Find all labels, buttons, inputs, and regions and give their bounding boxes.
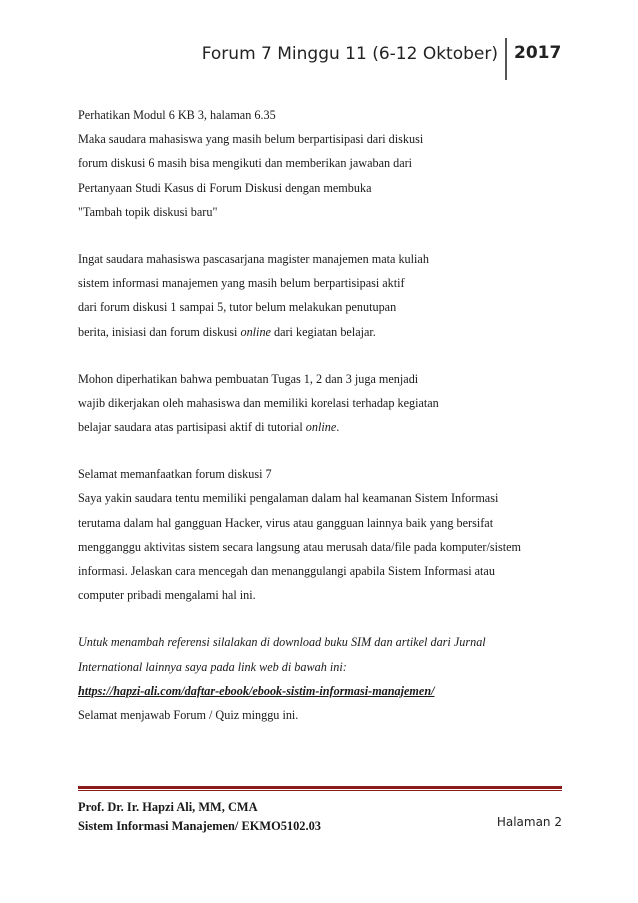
text-line: sistem informasi manajemen yang masih belum berpartisipasi aktif [78, 276, 405, 291]
emphasis-online: online [305, 420, 337, 435]
header-year: 2017 [514, 43, 562, 63]
text-line [78, 415, 578, 439]
page-header [0, 42, 638, 86]
emphasis-online: online [240, 324, 271, 339]
footer-divider-thin [78, 790, 562, 791]
ebook-link[interactable]: https://hapzi-ali.com/daftar-ebook/ebook-sistim-informasi-manajemen/ [78, 683, 435, 698]
page-number: Halaman 2 [496, 815, 562, 829]
text-segment: berita, inisiasi dan forum diskusi [78, 324, 241, 339]
text-line: wajib dikerjakan oleh mahasiswa dan memiliki korelasi terhadap kegiatan [78, 395, 439, 410]
text-line: Untuk menambah referensi silalakan di download buku SIM dan artikel dari Jurnal [78, 635, 486, 650]
footer-course: Sistem Informasi Manajemen/ EKMO5102.03 [78, 819, 321, 833]
text-segment: dari kegiatan belajar. [270, 324, 376, 339]
paragraph-references [78, 630, 578, 727]
paragraph-reminder [78, 247, 578, 344]
text-line [78, 320, 578, 344]
text-line: dari forum diskusi 1 sampai 5, tutor belum melakukan penutupan [78, 300, 397, 315]
text-line: Ingat saudara mahasiswa pascasarjana magister manajemen mata kuliah [78, 251, 429, 266]
text-line: "Tambah topik diskusi baru" [78, 204, 218, 219]
text-line: Selamat memanfaatkan forum diskusi 7 [78, 467, 272, 482]
paragraph-module-notice [78, 103, 578, 224]
text-line: International lainnya saya pada link web di bawah ini: [78, 659, 347, 674]
text-line: terutama dalam hal gangguan Hacker, virus atau gangguan lainnya baik yang bersifat [78, 515, 494, 530]
page-footer [78, 798, 562, 836]
header-title: Forum 7 Minggu 11 (6-12 Oktober) [201, 44, 498, 64]
document-body [78, 103, 578, 727]
text-line: forum diskusi 6 masih bisa mengikuti dan memberikan jawaban dari [78, 156, 413, 171]
text-line: Selamat menjawab Forum / Quiz minggu ini. [78, 707, 299, 722]
text-segment: . [336, 420, 340, 435]
footer-author: Prof. Dr. Ir. Hapzi Ali, MM, CMA [78, 800, 258, 814]
paragraph-assignments [78, 367, 578, 440]
text-line: Saya yakin saudara tentu memiliki pengalaman dalam hal keamanan Sistem Informasi [78, 491, 499, 506]
text-line: informasi. Jelaskan cara mencegah dan menanggulangi apabila Sistem Informasi atau [78, 564, 495, 578]
text-line: Pertanyaan Studi Kasus di Forum Diskusi dengan membuka [78, 180, 372, 195]
paragraph-forum-question [78, 462, 578, 607]
footer-divider [78, 786, 562, 789]
text-segment: belajar saudara atas partisipasi aktif di tutorial [78, 420, 306, 435]
header-divider [505, 38, 507, 80]
text-line: Maka saudara mahasiswa yang masih belum berpartisipasi dari diskusi [78, 132, 424, 147]
text-line: computer pribadi mengalami hal ini. [78, 588, 256, 603]
text-line: mengganggu aktivitas sistem secara langsung atau merusah data/file pada komputer/sistem [78, 539, 522, 554]
text-line: Mohon diperhatikan bahwa pembuatan Tugas 1, 2 dan 3 juga menjadi [78, 371, 419, 386]
text-line: Perhatikan Modul 6 KB 3, halaman 6.35 [78, 108, 276, 122]
